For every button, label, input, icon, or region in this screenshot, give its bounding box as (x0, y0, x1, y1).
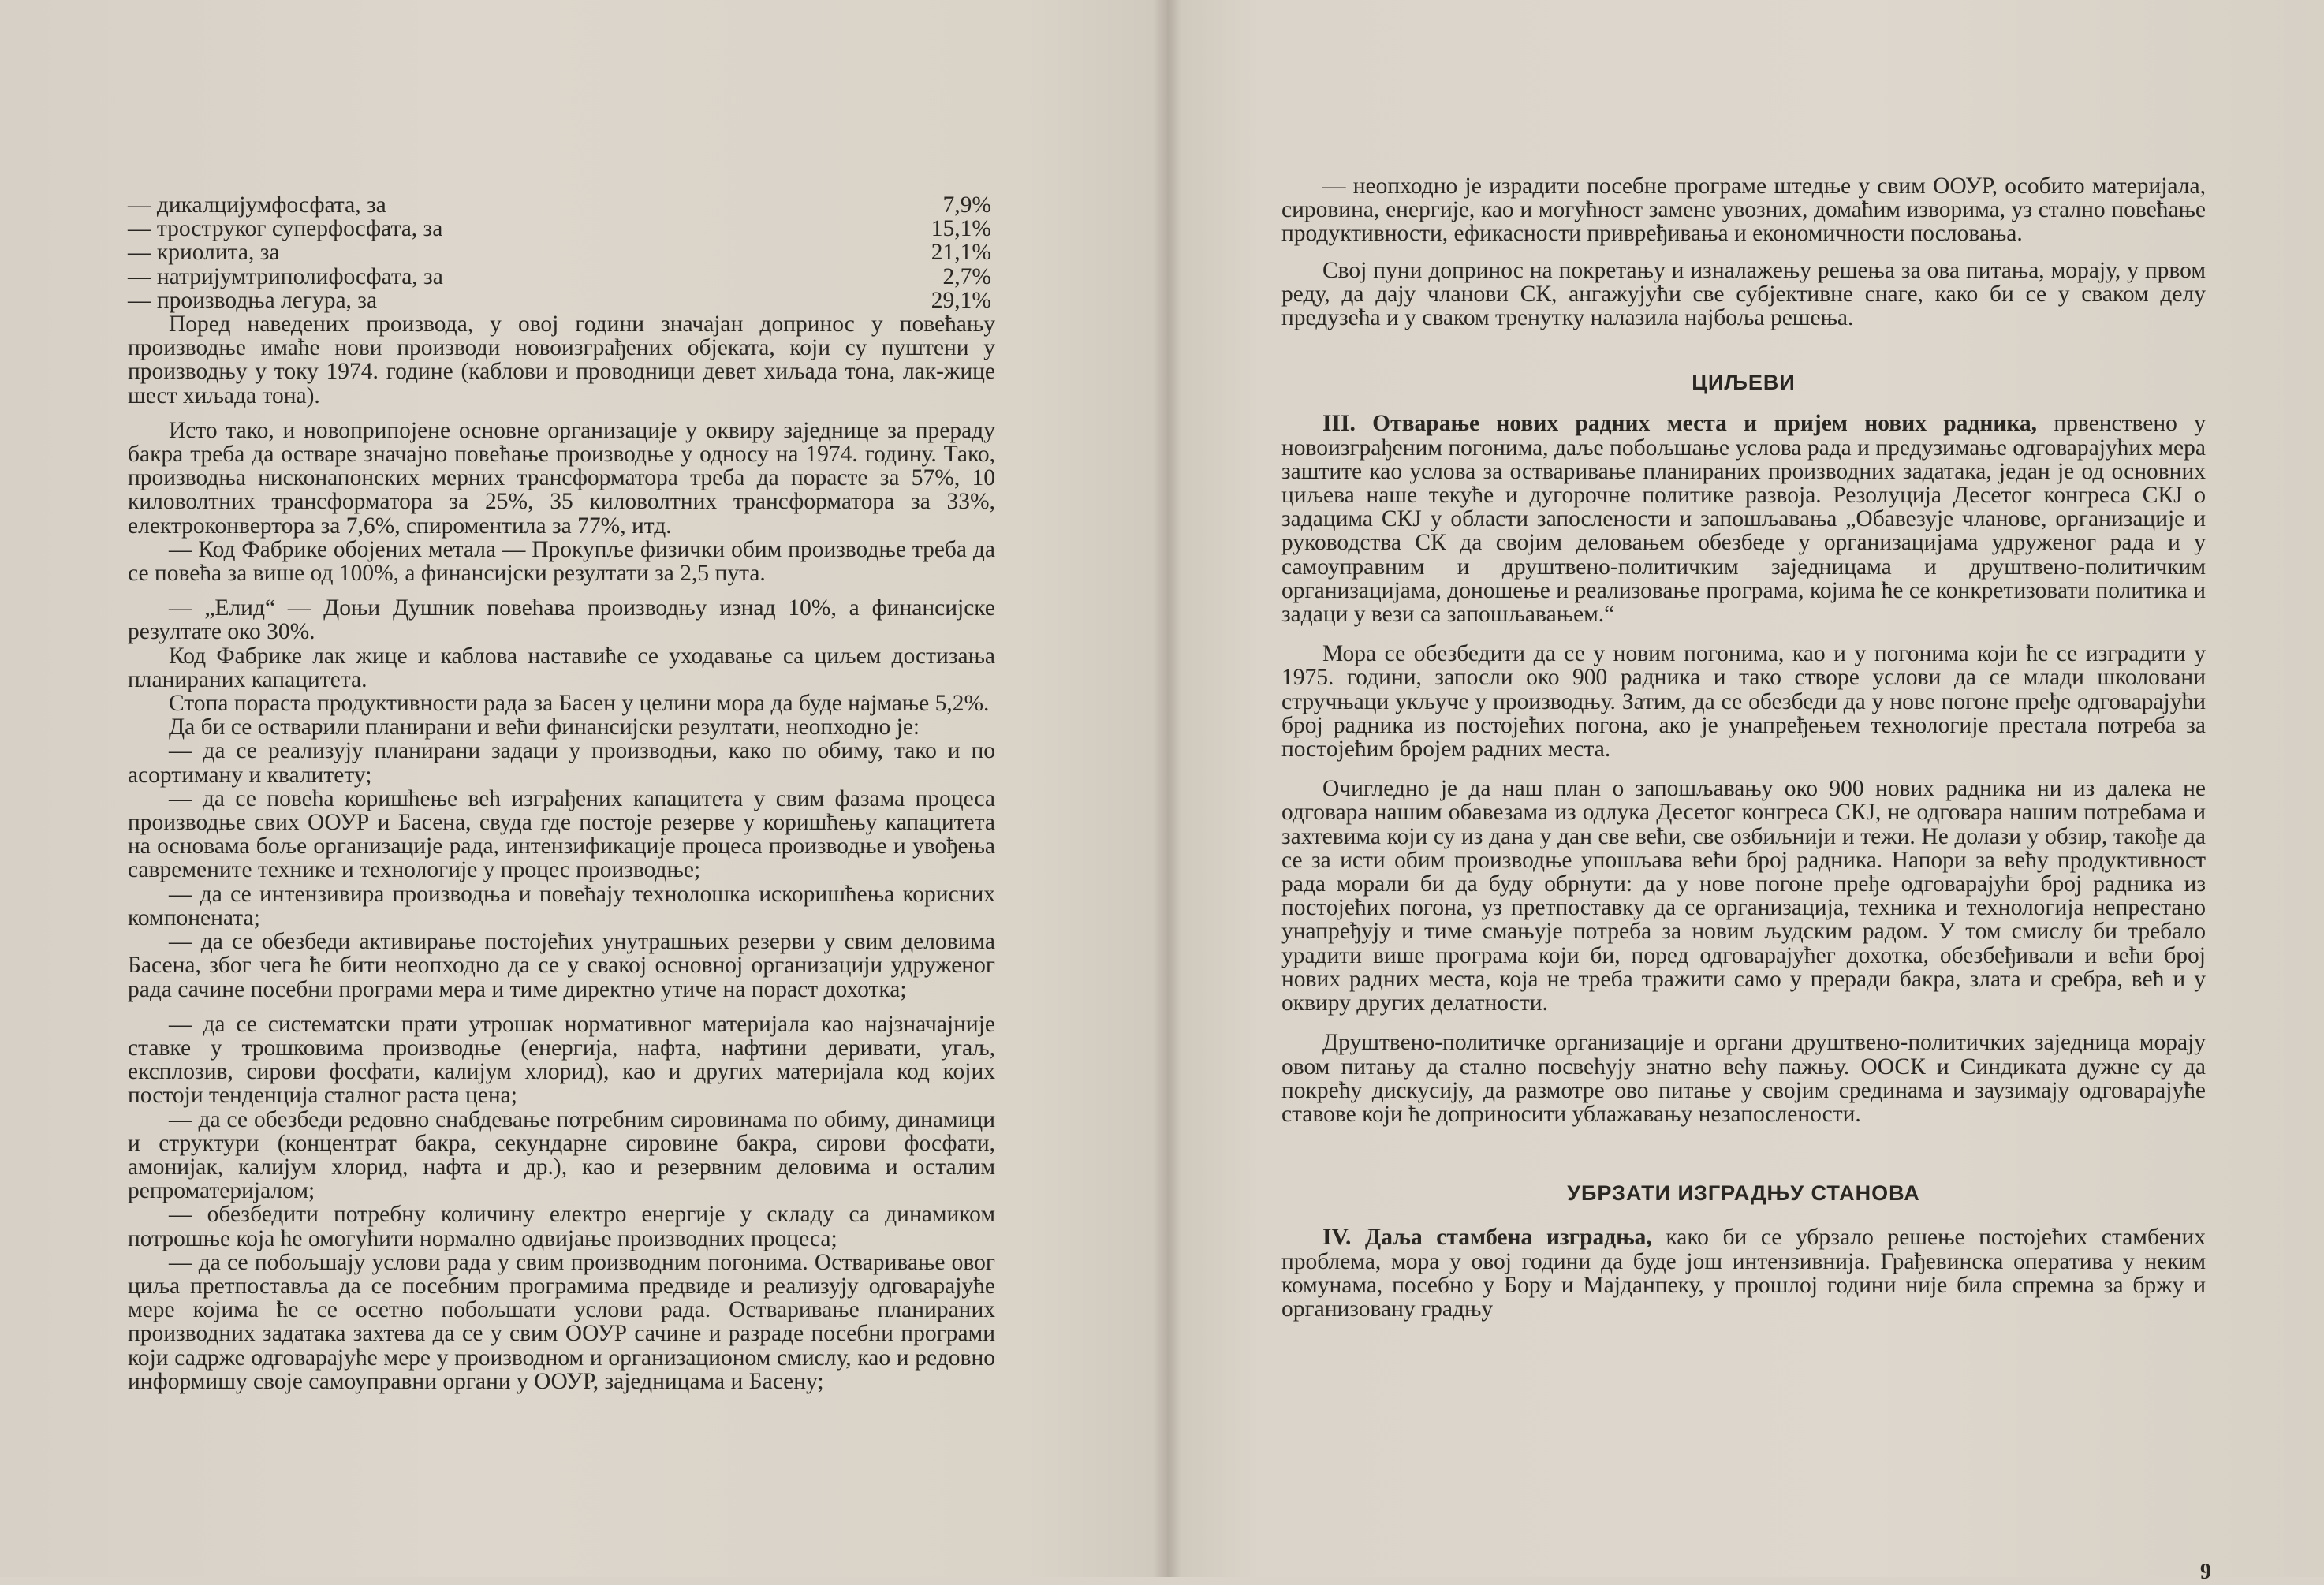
list-item: — дикалцијумфосфата, за 7,9% (128, 192, 991, 218)
paragraph: Код Фабрике лак жице и каблова наставиће се уходавање са циљем достизања планираних капацитета. (128, 643, 995, 692)
right-page-text (1281, 174, 2206, 1321)
paragraph: — да се интензивира производња и повећају технолошка искоришћења корисних компонената; (128, 881, 995, 930)
paragraph: — да се обезбеди активирање постојећих унутрашњих резерви у свим деловима Басена, због чега ће бити неопходно да се у свакој основној организацији удруженог рада сачине посебни програми мера и тиме директно утиче на пораст дохотка; (128, 929, 995, 1002)
paragraph: Поред наведених производа, у овој години значајан допринос у повећању производње имаће нови производи новоизграђених објеката, који су пуштени у производњу у току 1974. године (каблови и проводници девет хиљада тона, лак-жице шест хиљада тона). (128, 311, 995, 408)
percentage-list (128, 193, 995, 312)
list-item: — троструког суперфосфата, за 15,1% (128, 216, 991, 242)
paragraph: — да се обезбеди редовно снабдевање потребним сировинама по обиму, динамици и структури (концентрат бакра, секундарне сировине бакра, сирови фосфати, амонијак, калијум хлорид, нафта и др.), као и резервним деловима и осталим репроматеријалом; (128, 1106, 995, 1204)
section-heading-housing: УБРЗАТИ ИЗГРАДЊУ СТАНОВА (1567, 1181, 1920, 1206)
section-lead: Отварање нових радних места и пријем нових радника, (1372, 411, 2038, 437)
paragraph: Мора се обезбедити да се у новим погонима, као и у погонима који ће се изградити у 1975. години, запосли око 900 радника и тако створе услови да се млади школовани стручњаци укључе у производњу. Затим, да се обезбеди да у нове погоне пређе одговарајући број радника из постојећих погона, ако је унапређењем технологије престала потреба за постојећим бројем радних места. (1281, 641, 2206, 763)
paragraph: — да се повећа коришћење већ изграђених капацитета у свим фазама процеса производње свих ООУР и Басена, свуда где постоје резерве у коришћењу капацитета на основама боље организације рада, интензификације процеса производње и увођења савремените технике и технологије у процес производње; (128, 785, 995, 883)
paragraph: — „Елид“ — Доњи Душник повећава производњу изнад 10%, а финансијске резултате око 30%. (128, 595, 995, 645)
section-text: како би се убрзало решење постојећих стамбених проблема, мора у овој години да буде још интензивнија. Грађевинска оператива у неким комунама, посебно у Бору и Мајданпеку, у прошлој години није била спремна за бржу и организовану градњу (1281, 1225, 2206, 1322)
paragraph: — неопходно је израдити посебне програме штедње у свим ООУР, особито материјала, сировина, енергије, као и могућност замене увозних, домаћим изворима, уз стално повећање продуктивности, ефикасности привређивања и економичности пословања. (1281, 173, 2206, 247)
paragraph: — Код Фабрике обојених метала — Прокупље физички обим производње треба да се повећа за више од 100%, а финансијски резултати за 2,5 пута. (128, 536, 995, 587)
paragraph: — да се побољшају услови рада у свим производним погонима. Остваривање овог циља претпоставља да се посебним програмима предвиде и реализују одговарајуће мере којима ће се осетно побољшати услови рада. Остваривање планираних производних задатака захтева да се у свим ООУР сачине и разраде посебни програми који садрже одговарајуће мере у производном и организационом смислу, као и редовно информишу своје самоуправни органи у ООУР, заједницама и Басену; (128, 1249, 995, 1394)
section-lead: Даља стамбена изградња, (1364, 1225, 1652, 1251)
list-item: — натријумтриполифосфата, за 2,7% (128, 263, 991, 289)
paragraph: — обезбедити потребну количину електро енергије у складу са динамиком потрошње која ће омогућити нормално одвијање производних процеса; (128, 1202, 995, 1251)
paragraph: Исто тако, и новоприпојене основне организације у оквиру заједнице за прераду бакра треба да остваре значајно повећање производње у односу на 1974. годину. Тако, производња нисконапонских мерних трансформатора треба да порасте за 57%, 10 киловолтних трансформатора за 25%, 35 киловолтних трансформатора за 33%, електроконвертора за 7,6%, спироментила за 77%, итд. (128, 417, 995, 539)
paragraph: Друштвено-политичке организације и органи друштвено-политичких заједница морају овом питању да стално посвећују знатно већу пажњу. ООСК и Синдиката дужне су да покрећу дискусију, да размотре ово питање у својим срединама и заузимају одговарајуће ставове који ће доприносити ублажавању незапослености. (1281, 1030, 2206, 1127)
paragraph: Стопа пораста продуктивности рада за Басен у целини мора да буде најмање 5,2%. (169, 691, 990, 717)
section-3-paragraph (1281, 412, 2206, 626)
paragraph: — да се реализују планирани задаци у производњи, како по обиму, тако и по асортиману и квалитету; (128, 738, 995, 788)
page-gutter (1153, 0, 1181, 1577)
section-text: првенствено у новоизграђеним погонима, даље побољшање услова рада и предузимање одговарајућих мера заштите као услова за остваривање планираних производних задатака, један је од основних циљева наше текуће и дугорочне политике развоја. Резолуција Десетог конгреса СКЈ о задацима СКЈ у области запослености и запошљавања „Обавезује чланове, организације и руководства СК да својим деловањем обезбеде у организацијама удруженог рада и у самоуправним и друштвено-политичким заједницама и друштвено-политичким организацијама, доношење и реализовање програма, којима ће се конкретизовати политика и задаци у вези са запошљавањем.“ (1281, 411, 2206, 628)
section-4-paragraph (1281, 1225, 2206, 1321)
paragraph: Очигледно је да наш план о запошљавању око 900 нових радника ни из далека не одговара нашим обавезама из одлука Десетог конгреса СКЈ, не одговара нашим потребама и захтевима који су из дана у дан све већи, све озбиљнији и тежи. Не долази у обзир, такође да се за исти обим производње упошљава већи број радника. Напори за већу продуктивност рада морали би да буду обрнути: да у нове погоне пређе одговарајући број радника из постојећих погона, уз претпоставку да се организација, техника и технологија непрестано унапређују и тиме смањује потреба за новим људским радом. У том смислу би требало урадити више програма који би, поред одговарајућег дохотка, обезбеђивали и већи број нових радних места, која не треба тражити само у преради бакра, злата и сребра, већ и у оквиру других делатности. (1281, 776, 2206, 1016)
page-number: 9 (2200, 1560, 2211, 1584)
paragraph: Свој пуни допринос на покретању и изналажењу решења за ова питања, морају, у првом реду, да дају чланови СК, ангажујући све субјективне снаге, како би се у сваком делу предузећа и у сваком тренутку налазила најбоља решења. (1281, 257, 2206, 331)
list-item: — криолита, за 21,1% (128, 240, 991, 266)
section-number: III. (1322, 411, 1356, 437)
paragraph: Да би се остварили планирани и већи финансијски резултати, неопходно је: (169, 714, 920, 740)
paragraph: — да се систематски прати утрошак нормативног материјала као најзначајније ставке у трошковима производње (енергија, нафта, нафтини деривати, угаљ, експлозив, сирови фосфати, калијум хлорид), као и других материјала код којих постоји тенденција сталног раста цена; (128, 1011, 995, 1109)
section-heading-goals: ЦИЉЕВИ (1692, 371, 1796, 395)
left-page-text (128, 193, 995, 1393)
section-number: IV. (1322, 1225, 1352, 1251)
list-item: — производња легура, за 29,1% (128, 287, 991, 313)
